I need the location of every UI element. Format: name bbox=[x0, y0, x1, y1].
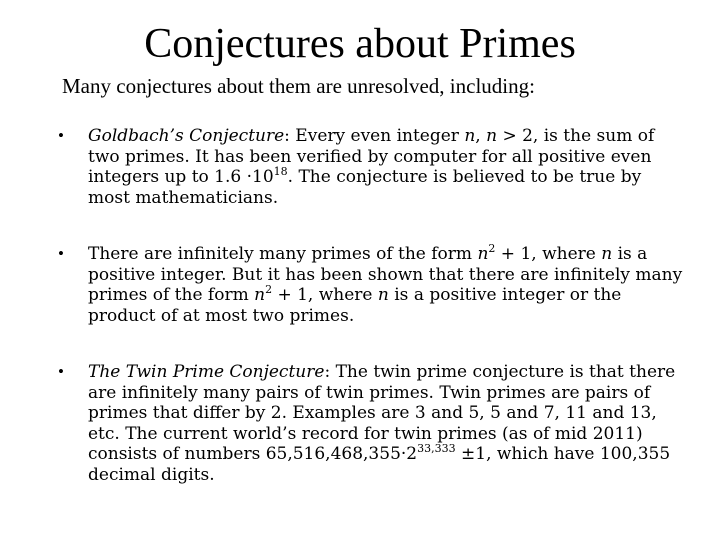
slide-title: Conjectures about Primes bbox=[144, 21, 576, 67]
variable-n: n bbox=[486, 126, 498, 146]
variable-n: n bbox=[464, 126, 476, 146]
bullet-marker: • bbox=[58, 362, 64, 381]
bullet-goldbach bbox=[58, 126, 688, 208]
exponent: 33,333 bbox=[417, 442, 456, 455]
slide-subtitle: Many conjectures about them are unresolved, including: bbox=[62, 74, 535, 98]
bullet-marker: • bbox=[58, 244, 64, 263]
exponent: 2 bbox=[265, 283, 273, 296]
exponent: 2 bbox=[488, 242, 496, 255]
bullet-twin-prime bbox=[58, 362, 688, 485]
variable-n: n bbox=[601, 244, 613, 264]
variable-n: n bbox=[377, 285, 389, 305]
bullet-text: , bbox=[475, 126, 487, 146]
bullet-text: . The conjecture is believed to be true by most mathematicians. bbox=[88, 167, 642, 208]
bullet-text: > 2, is the sum of two primes. It has been verified by computer for all positive even integers up to 1.6 ·10 bbox=[88, 126, 655, 187]
variable-n: n bbox=[254, 285, 266, 305]
bullet-text: : Every even integer bbox=[284, 126, 465, 146]
bullet-text: is a positive integer or the product of at most two primes. bbox=[88, 285, 622, 326]
variable-n: n bbox=[477, 244, 489, 264]
goldbach-conjecture-label: Goldbach’s Conjecture bbox=[88, 126, 285, 146]
bullet-text: + 1, where bbox=[495, 244, 602, 264]
bullet-text: ±1, which have 100,355 decimal digits. bbox=[88, 444, 671, 485]
exponent: 18 bbox=[273, 165, 288, 178]
bullet-n-squared-plus-one bbox=[58, 242, 688, 326]
bullet-text: : The twin prime conjecture is that there are infinitely many pairs of twin primes. Twin primes are pairs of primes that differ by 2. Examples are 3 and 5, 5 and 7, 11 and 13, etc. The current world’s record for twin primes (as of mid 2011) consists of numbers 65,516,468,355·2 bbox=[88, 362, 676, 464]
bullet-marker: • bbox=[58, 126, 64, 145]
bullet-text: There are infinitely many primes of the form bbox=[88, 244, 478, 264]
bullet-text: is a positive integer. But it has been shown that there are infinitely many primes of the form bbox=[88, 244, 683, 305]
twin-prime-conjecture-label: The Twin Prime Conjecture bbox=[88, 362, 325, 382]
bullet-text: + 1, where bbox=[272, 285, 378, 305]
